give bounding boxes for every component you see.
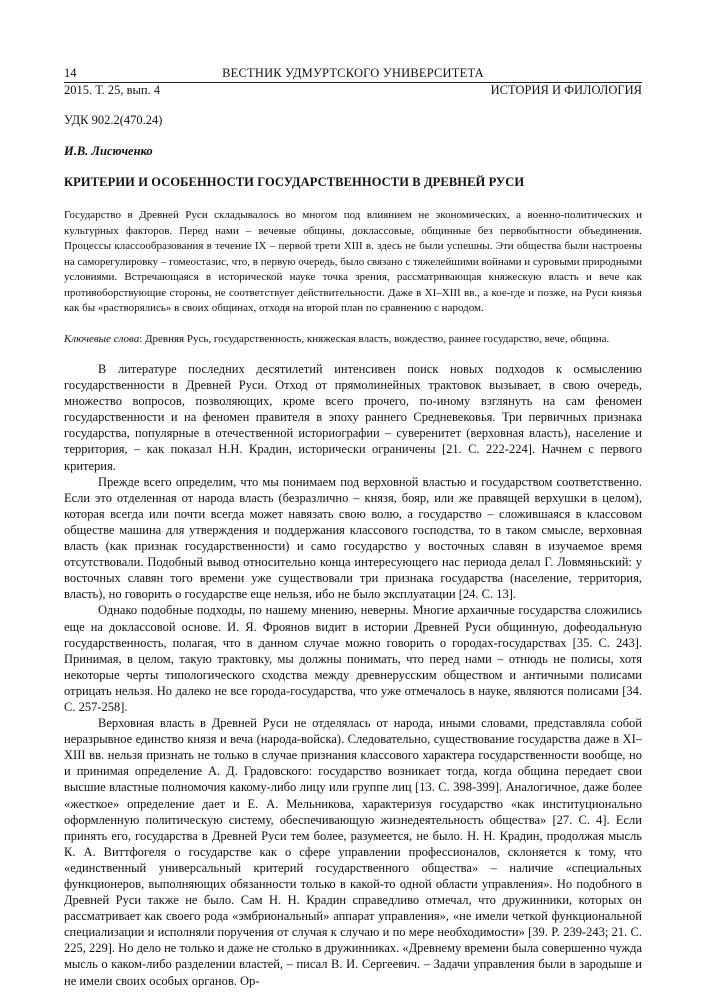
article-title: КРИТЕРИИ И ОСОБЕННОСТИ ГОСУДАРСТВЕННОСТИ В ДРЕВНЕЙ РУСИ <box>64 175 525 189</box>
page-number: 14 <box>64 66 77 80</box>
section-title: ИСТОРИЯ И ФИЛОЛОГИЯ <box>490 83 642 97</box>
keywords <box>64 332 642 348</box>
udk-code: УДК 902.2(470.24) <box>64 113 163 127</box>
body-paragraph: Однако подобные подходы, по нашему мнению, неверны. Многие архаичные государства сложились еще на доклассовой основе. И. Я. Фроянов видит в истории Древней Руси общинную, дофеодальную государственность, полагая, что в данном случае можно говорить о городах-государствах [35. С. 243]. Принимая, в целом, такую трактовку, мы должны понимать, что перед нами – отнюдь не полисы, хотя некоторые черты типологического сходства между древнерусским обществом и античными полисами отрицать нельзя. Но далеко не все города-государства, что уже отмечалось в науке, являются полисами [34. С. 257-258]. <box>64 603 642 714</box>
article-page <box>64 0 642 989</box>
body-paragraph: В литературе последних десятилетий интенсивен поиск новых подходов к осмыслению государственности в Древней Руси. Отход от прямолинейных трактовок вызывает, в свою очередь, множество вопросов, позволяющих, кроме всего прочего, по-иному взглянуть на сам феномен государственности и на феномен правителя в эпоху раннего Средневековья. Три первичных признака государства, популярные в отечественной историографии – суверенитет (верховная власть), население и территория, – как показал Н.Н. Крадин, исторически ограничены [21. С. 222-224]. Начнем с первого критерия. <box>64 362 642 473</box>
abstract: Государство в Древней Руси складывалось во многом под влиянием не экономических, а военно-политических и культурных факторов. Перед нами – вечевые общины, доклассовые, общинные без первобытности объединения. Процессы классообразования в течение IX – первой трети XIII в. здесь не были успешны. Эти общества были настроены на саморегулировку – гомеостазис, что, в первую очередь, было связано с тяжелейшими войнами и суровыми природными условиями. Встречающаяся в исторической науке точка зрения, рассматривающая княжескую власть и вече как противоборствующие стороны, не соответствует действительности. Даже в XI–XIII вв., а кое-где и позже, на Руси князья как бы «растворялись» в своих общинах, отходя на второй план по сравнению с народом. <box>64 209 642 314</box>
journal-title: ВЕСТНИК УДМУРТСКОГО УНИВЕРСИТЕТА <box>222 66 484 80</box>
body-paragraph: Верховная власть в Древней Руси не отделялась от народа, иными словами, представляла собой неразрывное единство князя и веча (народа-войска). Следовательно, существование государства даже в XI–XIII вв. нельзя признать не только в случае признания классового характера государственности вообще, но и принимая определение А. Д. Градовского: государство возникает тогда, когда община передает свои высшие властные полномочия какому-либо лицу или группе лиц [13. С. 398-399]. Аналогичное, даже более «жесткое» определение дает и Е. А. Мельникова, характеризуя государство «как институционально оформленную политическую систему, обеспечивающую жизнедеятельность общества» [27. С. 4]. Если принять его, государства в Древней Руси тем более, разумеется, не было. Н. Н. Крадин, продолжая мысль К. А. Виттфогеля о государстве как о сфере управлении профессионалов, склоняется к тому, что «единственный универсальный критерий государственного общества» – наличие «специальных функционеров, выполняющих обязанности только в какой-то одной области управления». Но подобного в Древней Руси также не было. Сам Н. Н. Крадин справедливо отмечал, что дружинники, которых он рассматривает как своего рода «эмбриональный» аппарат управления», «не имели четкой функциональной специализации и исполняли поручения от случая к случаю и по мере необходимости» [39. P. 239-243; 21. С. 225, 229]. Но дело не только и даже не столько в дружинниках. «Древнему времени была совершенно чужда мысль о каком-либо разделении властей, – писал В. И. Сергеевич. – Задачи управления были в зародыше и не имели своих особых органов. Ор- <box>64 716 642 988</box>
running-header <box>64 0 642 98</box>
body-paragraph: Прежде всего определим, что мы понимаем под верховной властью и государством соответственно. Если это отделенная от народа власть (безразлично – князя, бояр, или же правящей верхушки в целом), которая всегда или почти всегда может навязать свою волю, а государство – сложившаяся в классовом обществе машина для утверждения и поддержания классового господства, то в таком смысле, верховная власть (как признак государственности) и само государство у восточных славян в изучаемое время отсутствовали. Подобный вывод относительно конца интересующего нас периода делал Г. Ловмяньский: у восточных славян того времени уже существовали три признака государства (население, территория, власть), но говорить о государстве еще нельзя, ибо не было эксплуатации [24. С. 13]. <box>64 474 642 602</box>
author-name: И.В. Лисюченко <box>64 144 153 158</box>
keywords-text: : Древняя Русь, государственность, княжеская власть, вождество, раннее государство, вече, община. <box>139 332 610 345</box>
article-body <box>64 361 642 989</box>
keywords-label: Ключевые слова <box>64 332 140 345</box>
volume-info: 2015. Т. 25, вып. 4 <box>64 83 161 97</box>
